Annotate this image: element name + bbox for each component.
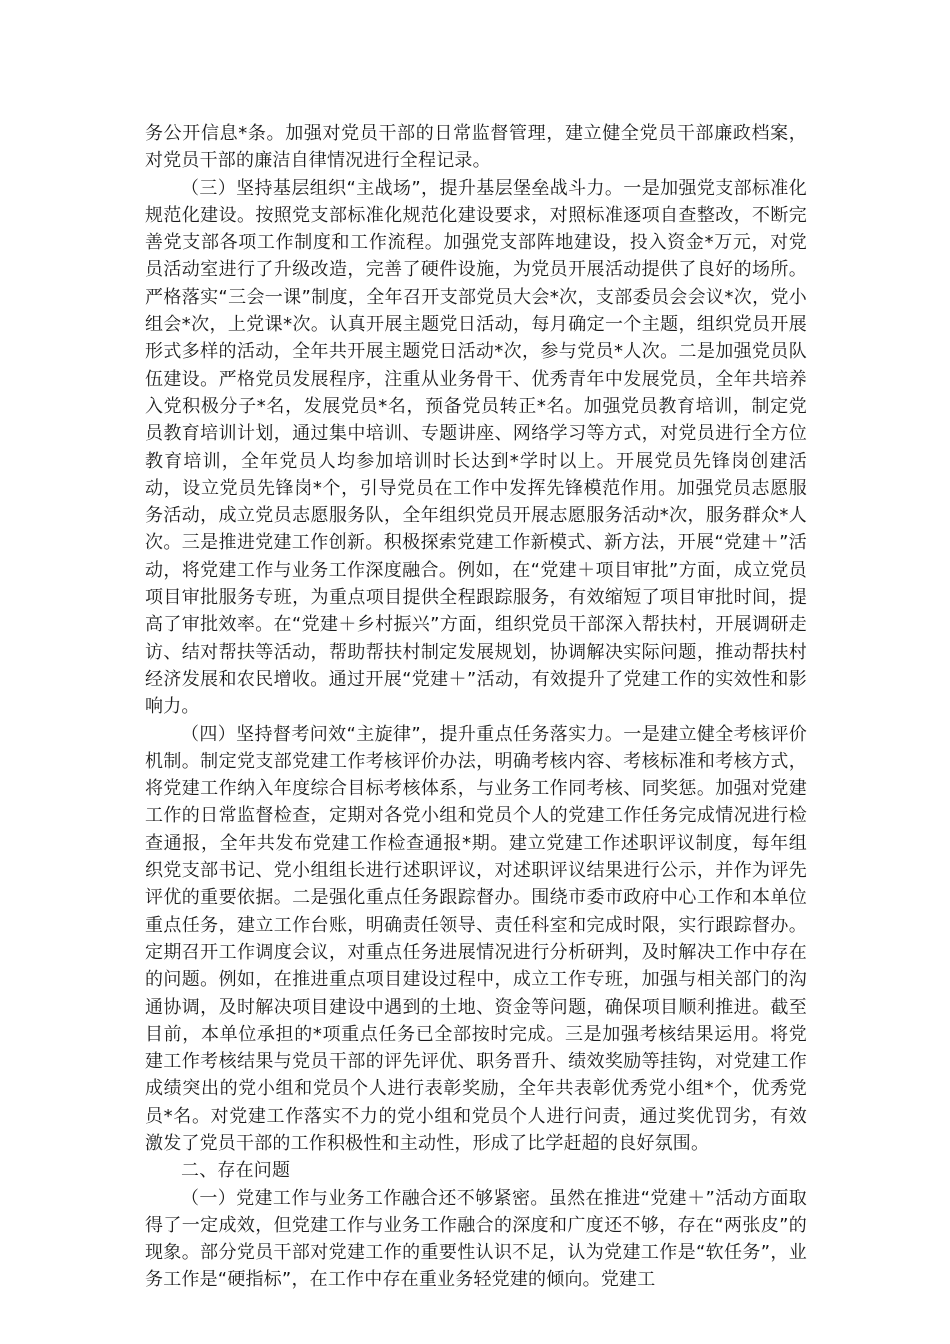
paragraph-section-three: （三）坚持基层组织“主战场”，提升基层堡垒战斗力。一是加强党支部标准化规范化建设。按照党支部标准化规范化建设要求，对照标准逐项自查整改，不断完善党支部各项工作制度和工作流程。加强党支部阵地建设，投入资金*万元，对党员活动室进行了升级改造，完善了硬件设施，为党员开展活动提供了良好的场所。严格落实“三会一课”制度，全年召开支部党员大会*次，支部委员会会议*次，党小组会*次，上党课*次。认真开展主题党日活动，每月确定一个主题，组织党员开展形式多样的活动，全年共开展主题党日活动*次，参与党员*人次。二是加强党员队伍建设。严格党员发展程序，注重从业务骨干、优秀青年中发展党员，全年共培养入党积极分子*名，发展党员*名，预备党员转正*名。加强党员教育培训，制定党员教育培训计划，通过集中培训、专题讲座、网络学习等方式，对党员进行全方位教育培训，全年党员人均参加培训时长达到*学时以上。开展党员先锋岗创建活动，设立党员先锋岗*个，引导党员在工作中发挥先锋模范作用。加强党员志愿服务活动，成立党员志愿服务队，全年组织党员开展志愿服务活动*次，服务群众*人次。三是推进党建工作创新。积极探索党建工作新模式、新方法，开展“党建＋”活动，将党建工作与业务工作深度融合。例如，在“党建＋项目审批”方面，成立党员项目审批服务专班，为重点项目提供全程跟踪服务，有效缩短了项目审批时间，提高了审批效率。在“党建＋乡村振兴”方面，组织党员干部深入帮扶村，开展调研走访、结对帮扶等活动，帮助帮扶村制定发展规划，协调解决实际问题，推动帮扶村经济发展和农民增收。通过开展“党建＋”活动，有效提升了党建工作的实效性和影响力。 [145,177,807,718]
paragraph-problem-one: （一）党建工作与业务工作融合还不够紧密。虽然在推进“党建＋”活动方面取得了一定成效，但党建工作与业务工作融合的深度和广度还不够，存在“两张皮”的现象。部分党员干部对党建工作的重要性认识不足，认为党建工作是“软任务”，业务工作是“硬指标”，在工作中存在重业务轻党建的倾向。党建工 [145,1187,807,1291]
heading-existing-problems: 二、存在问题 [181,1160,291,1182]
paragraph-section-four: （四）坚持督考问效“主旋律”，提升重点任务落实力。一是建立健全考核评价机制。制定党支部党建工作考核评价办法，明确考核内容、考核标准和考核方式，将党建工作纳入年度综合目标考核体系，与业务工作同考核、同奖惩。加强对党建工作的日常监督检查，定期对各党小组和党员个人的党建工作任务完成情况进行检查通报，全年共发布党建工作检查通报*期。建立党建工作述职评议制度，每年组织党支部书记、党小组组长进行述职评议，对述职评议结果进行公示，并作为评先评优的重要依据。二是强化重点任务跟踪督办。围绕市委市政府中心工作和本单位重点任务，建立工作台账，明确责任领导、责任科室和完成时限，实行跟踪督办。定期召开工作调度会议，对重点任务进展情况进行分析研判，及时解决工作中存在的问题。例如，在推进重点项目建设过程中，成立工作专班，加强与相关部门的沟通协调，及时解决项目建设中遇到的土地、资金等问题，确保项目顺利推进。截至目前，本单位承担的*项重点任务已全部按时完成。三是加强考核结果运用。将党建工作考核结果与党员干部的评先评优、职务晋升、绩效奖励等挂钩，对党建工作成绩突出的党小组和党员个人进行表彰奖励，全年共表彰优秀党小组*个，优秀党员*名。对党建工作落实不力的党小组和党员个人进行问责，通过奖优罚劣，有效激发了党员干部的工作积极性和主动性，形成了比学赶超的良好氛围。 [145,723,807,1154]
document-body [145,120,807,1294]
paragraph-continuation: 务公开信息*条。加强对党员干部的日常监督管理，建立健全党员干部廉政档案，对党员干部的廉洁自律情况进行全程记录。 [145,123,807,172]
